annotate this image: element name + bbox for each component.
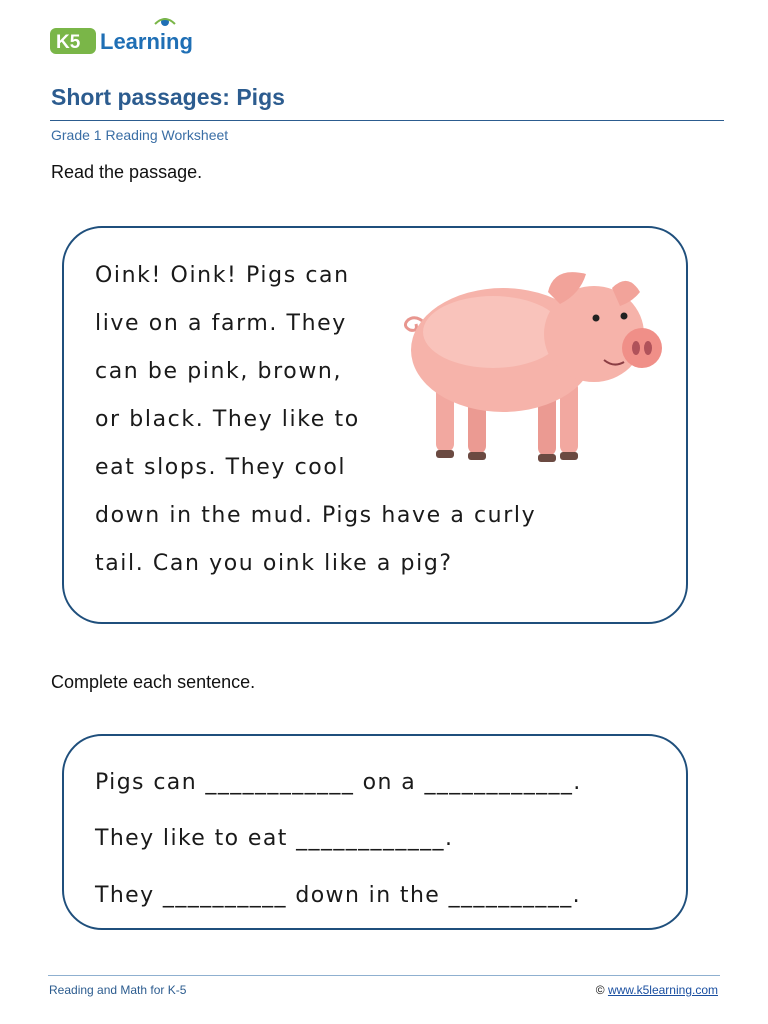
page-title: Short passages: Pigs xyxy=(51,84,285,110)
passage-line: or black. They like to xyxy=(95,407,360,432)
copyright-symbol: © xyxy=(595,983,605,997)
svg-text:K5: K5 xyxy=(56,32,81,53)
k5-learning-logo xyxy=(48,14,213,60)
website-link[interactable]: www.k5learning.com xyxy=(607,983,718,997)
passage-line: down in the mud. Pigs have a curly xyxy=(95,503,537,528)
passage-line: tail. Can you oink like a pig? xyxy=(95,551,453,576)
pig-illustration xyxy=(398,262,666,472)
sentence-line: Pigs can ____________ on a ____________. xyxy=(95,770,582,795)
svg-text:Learning: Learning xyxy=(100,29,193,54)
footer-divider xyxy=(48,975,720,976)
passage-line: can be pink, brown, xyxy=(95,359,343,384)
sentence-line: They __________ down in the __________. xyxy=(95,883,582,908)
passage-line: live on a farm. They xyxy=(95,311,347,336)
header-divider xyxy=(50,120,724,121)
footer-link-area xyxy=(596,983,718,997)
sentence-line: They like to eat ____________. xyxy=(95,826,454,851)
footer-tagline: Reading and Math for K-5 xyxy=(49,983,187,997)
complete-instruction: Complete each sentence. xyxy=(51,672,256,692)
passage-line: Oink! Oink! Pigs can xyxy=(95,263,350,288)
page-subtitle: Grade 1 Reading Worksheet xyxy=(51,127,229,143)
passage-line: eat slops. They cool xyxy=(95,455,347,480)
read-instruction: Read the passage. xyxy=(51,162,203,182)
